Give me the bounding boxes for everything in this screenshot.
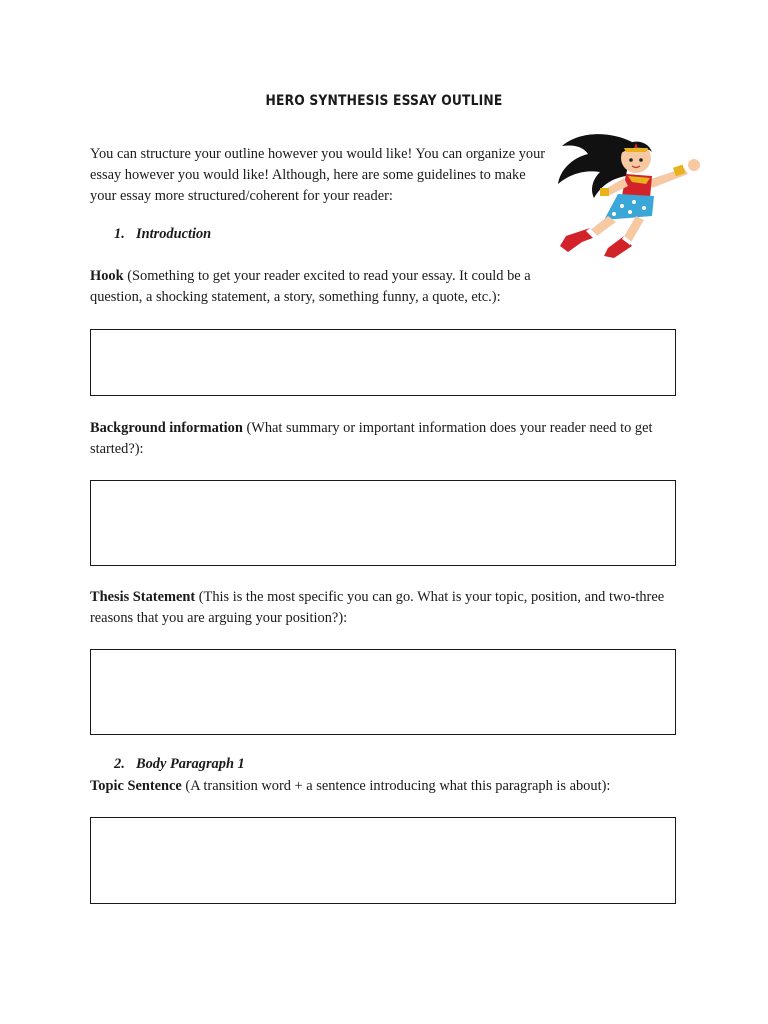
page-title: HERO SYNTHESIS ESSAY OUTLINE xyxy=(265,93,503,109)
topic-sentence-prompt xyxy=(90,776,690,797)
thesis-prompt xyxy=(90,587,670,629)
hook-answer-box[interactable] xyxy=(90,329,676,396)
background-answer-box[interactable] xyxy=(90,480,676,566)
intro-paragraph: You can structure your outline however you would like! You can organize your essay however you would like! Although, here are some guidelines to make your essay more structured/coherent for your reader: xyxy=(90,146,546,204)
flying-superhero-icon xyxy=(548,124,708,260)
hook-prompt xyxy=(90,266,548,308)
thesis-label: Thesis Statement xyxy=(90,589,196,605)
background-prompt xyxy=(90,418,670,460)
topic-sentence-instructions: (A transition word + a sentence introducing what this paragraph is about): xyxy=(185,778,611,794)
section-heading-introduction: 1. Introduction xyxy=(114,226,212,242)
thesis-answer-box[interactable] xyxy=(90,649,676,735)
topic-sentence-answer-box[interactable] xyxy=(90,817,676,904)
thesis-instructions: (This is the most specific you can go. What is your topic, position, and two-three reasons that you are arguing your position?): xyxy=(90,589,665,626)
topic-sentence-label: Topic Sentence xyxy=(90,778,182,794)
hook-label: Hook xyxy=(90,268,124,284)
background-label: Background information xyxy=(90,420,243,436)
background-instructions: (What summary or important information does your reader need to get started?): xyxy=(90,420,653,457)
section-heading-body-paragraph-1: 2. Body Paragraph 1 xyxy=(114,756,245,772)
hook-instructions: (Something to get your reader excited to read your essay. It could be a question, a shocking statement, a story, something funny, a quote, etc.): xyxy=(90,268,531,305)
